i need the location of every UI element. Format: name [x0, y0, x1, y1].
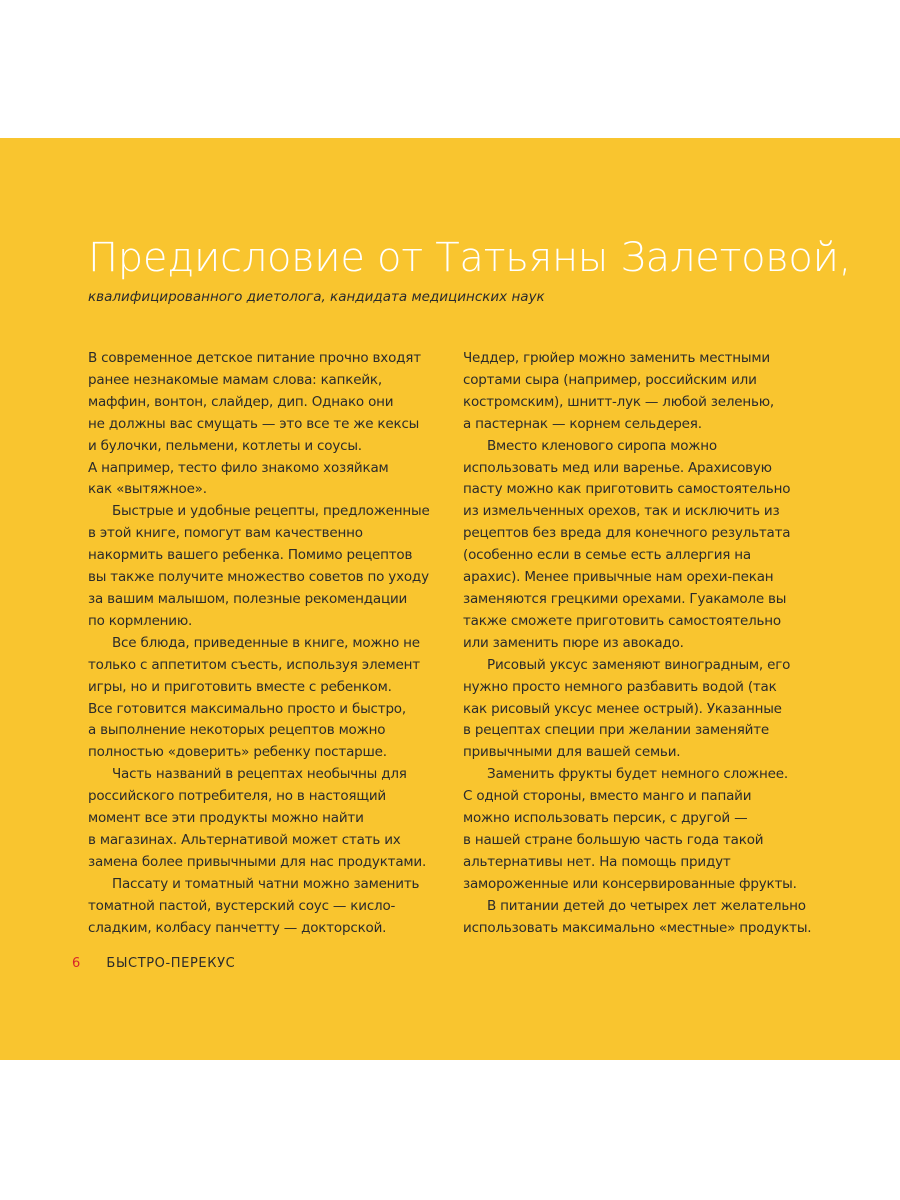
- page-title: Предисловие от Татьяны Залетовой,: [88, 235, 852, 281]
- text-line: в магазинах. Альтернативой может стать их: [88, 831, 401, 848]
- text-line: полностью «доверить» ребенку постарше.: [88, 744, 387, 761]
- text-line: рецептов без вреда для конечного результата: [463, 525, 791, 542]
- text-line: Рисовый уксус заменяют виноградным, его: [487, 656, 791, 673]
- text-line: из измельченных орехов, так и исключить из: [463, 503, 780, 520]
- text-line: а выполнение некоторых рецептов можно: [88, 722, 386, 739]
- text-line: замена более привычными для нас продуктами.: [88, 853, 427, 870]
- text-line: Быстрые и удобные рецепты, предложенные: [112, 503, 430, 520]
- text-line: ранее незнакомые мамам слова: капкейк,: [88, 371, 382, 388]
- text-line: привычными для вашей семьи.: [463, 744, 681, 761]
- left-text-column: [88, 348, 448, 939]
- right-text-column: [463, 348, 833, 939]
- text-line: (особенно если в семье есть аллергия на: [463, 547, 752, 564]
- running-title: БЫСТРО-ПЕРЕКУС: [106, 956, 236, 971]
- text-line: как рисовый уксус менее острый). Указанные: [463, 700, 782, 717]
- text-line: арахис). Менее привычные нам орехи-пекан: [463, 569, 774, 586]
- text-line: костромским), шнитт-лук — любой зеленью,: [463, 393, 775, 410]
- text-line: накормить вашего ребенка. Помимо рецептов: [88, 547, 413, 564]
- text-line: не должны вас смущать — это все те же кексы: [88, 415, 420, 432]
- text-line: Пассату и томатный чатни можно заменить: [112, 875, 420, 892]
- text-line: сортами сыра (например, российским или: [463, 371, 757, 388]
- page-number: 6: [72, 956, 81, 971]
- text-line: пасту можно как приготовить самостоятельно: [463, 481, 791, 498]
- text-line: нужно просто немного разбавить водой (так: [463, 678, 777, 695]
- text-line: С одной стороны, вместо манго и папайи: [463, 788, 752, 805]
- text-line: использовать максимально «местные» продукты.: [463, 919, 812, 936]
- text-line: или заменить пюре из авокадо.: [463, 634, 684, 651]
- text-line: а пастернак — корнем сельдерея.: [463, 415, 702, 432]
- text-line: в нашей стране большую часть года такой: [463, 831, 764, 848]
- text-line: заменяются грецкими орехами. Гуакамоле вы: [463, 590, 787, 607]
- text-line: в этой книге, помогут вам качественно: [88, 525, 363, 542]
- text-line: В современное детское питание прочно входят: [88, 350, 421, 366]
- text-line: и булочки, пельмени, котлеты и соусы.: [88, 437, 362, 454]
- text-line: альтернативы нет. На помощь придут: [463, 853, 731, 870]
- text-line: также сможете приготовить самостоятельно: [463, 612, 781, 629]
- text-line: Все готовится максимально просто и быстро,: [88, 700, 406, 717]
- text-line: только с аппетитом съесть, используя элемент: [88, 656, 420, 673]
- text-line: Чеддер, грюйер можно заменить местными: [463, 350, 770, 366]
- text-line: российского потребителя, но в настоящий: [88, 788, 386, 805]
- text-line: вы также получите множество советов по уходу: [88, 569, 429, 586]
- text-line: маффин, вонтон, слайдер, дип. Однако они: [88, 393, 394, 410]
- text-line: В питании детей до четырех лет желательно: [487, 897, 806, 914]
- text-line: момент все эти продукты можно найти: [88, 810, 364, 827]
- text-line: Вместо кленового сиропа можно: [487, 437, 717, 454]
- text-line: А например, тесто фило знакомо хозяйкам: [88, 459, 389, 476]
- text-line: игры, но и приготовить вместе с ребенком.: [88, 678, 392, 695]
- text-line: использовать мед или варенье. Арахисовую: [463, 459, 772, 476]
- text-line: можно использовать персик, с другой —: [463, 810, 748, 827]
- text-line: томатной пастой, вустерский соус — кисло-: [88, 897, 396, 914]
- text-line: Заменить фрукты будет немного сложнее.: [487, 766, 788, 783]
- page-subtitle: квалифицированного диетолога, кандидата медицинских наук: [88, 289, 545, 305]
- page-footer: [72, 954, 235, 974]
- text-line: за вашим малышом, полезные рекомендации: [88, 590, 408, 607]
- text-line: Все блюда, приведенные в книге, можно не: [112, 634, 420, 651]
- text-line: Часть названий в рецептах необычны для: [112, 766, 407, 783]
- text-line: сладким, колбасу панчетту — докторской.: [88, 919, 387, 936]
- text-line: замороженные или консервированные фрукты.: [463, 875, 797, 892]
- text-line: как «вытяжное».: [88, 481, 207, 498]
- text-line: по кормлению.: [88, 612, 193, 629]
- text-line: в рецептах специи при желании заменяйте: [463, 722, 769, 739]
